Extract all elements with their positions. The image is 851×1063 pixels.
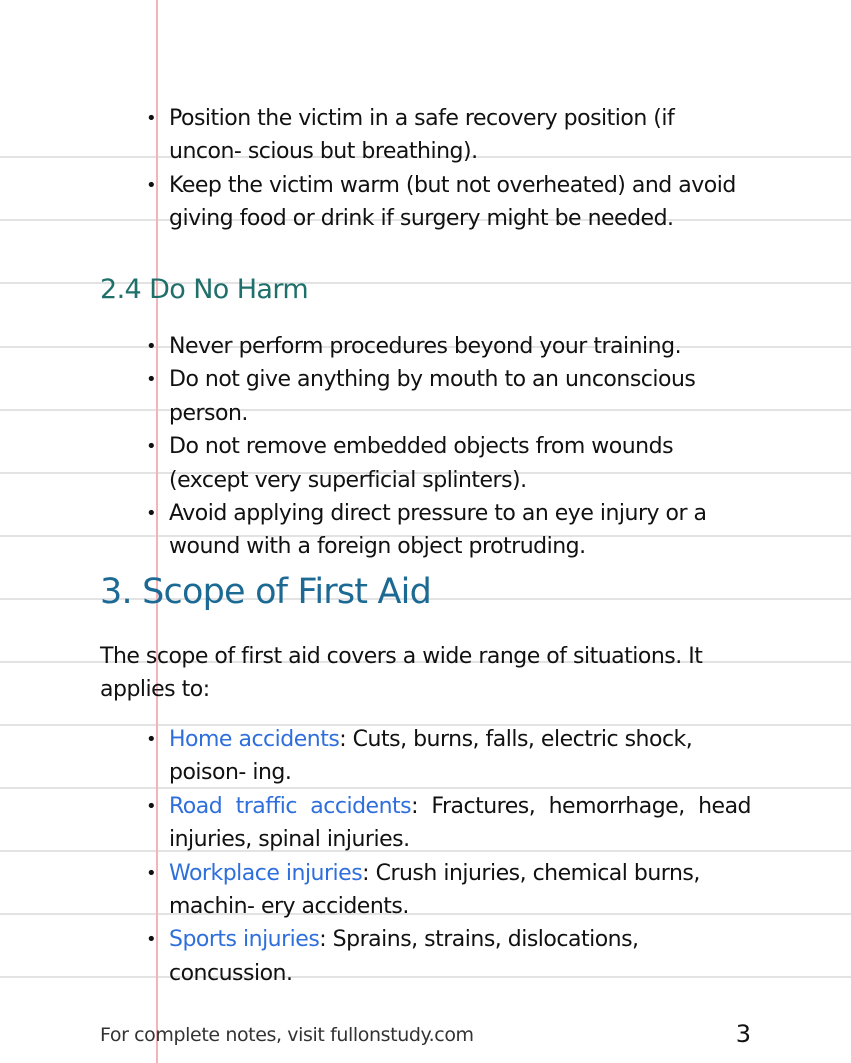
list-item <box>169 102 751 169</box>
term-sports-injuries: Sports injuries <box>169 927 320 953</box>
do-no-harm-list <box>0 330 851 564</box>
term-description: : Fractures, hemorrhage, head injuries, spinal injuries. <box>169 793 752 853</box>
list-item-text: Do not give anything by mouth to an unconscious person. <box>169 367 696 426</box>
list-item <box>169 497 751 564</box>
list-item-text: Avoid applying direct pressure to an eye injury or a wound with a foreign object protruding. <box>169 501 707 560</box>
list-item <box>169 723 751 790</box>
term-road-traffic-accidents: Road traffic accidents <box>169 793 412 819</box>
list-item <box>169 923 751 990</box>
scope-list <box>0 723 851 990</box>
list-item <box>169 363 751 430</box>
scope-intro-paragraph: The scope of first aid covers a wide range of situations. It applies to: <box>100 644 703 703</box>
term-description: : Crush injuries, chemical burns, machin- ery accidents. <box>169 860 700 920</box>
list-item-text: Do not remove embedded objects from wounds (except very superficial splinters). <box>169 434 674 493</box>
list-item <box>169 330 751 363</box>
section-3-heading: 3. Scope of First Aid <box>100 572 431 612</box>
list-item-text: Never perform procedures beyond your training. <box>169 334 682 359</box>
page-number: 3 <box>735 1020 751 1048</box>
term-description: : Sprains, strains, dislocations, concussion. <box>169 927 639 986</box>
term-description: : Cuts, burns, falls, electric shock, poison- ing. <box>169 727 693 786</box>
list-item <box>169 790 751 857</box>
footer-note[interactable]: For complete notes, visit fullonstudy.com <box>100 1024 474 1046</box>
list-item <box>169 857 751 924</box>
list-item <box>169 169 751 236</box>
list-item <box>169 430 751 497</box>
list-item-text: Position the victim in a safe recovery position (if uncon- scious but breathing). <box>169 106 675 165</box>
recovery-list <box>0 102 851 236</box>
term-home-accidents: Home accidents <box>169 727 340 752</box>
list-item-text: Keep the victim warm (but not overheated) and avoid giving food or drink if surgery might be needed. <box>169 172 736 232</box>
section-2-4-heading: 2.4 Do No Harm <box>100 274 309 305</box>
term-workplace-injuries: Workplace injuries <box>169 860 363 886</box>
